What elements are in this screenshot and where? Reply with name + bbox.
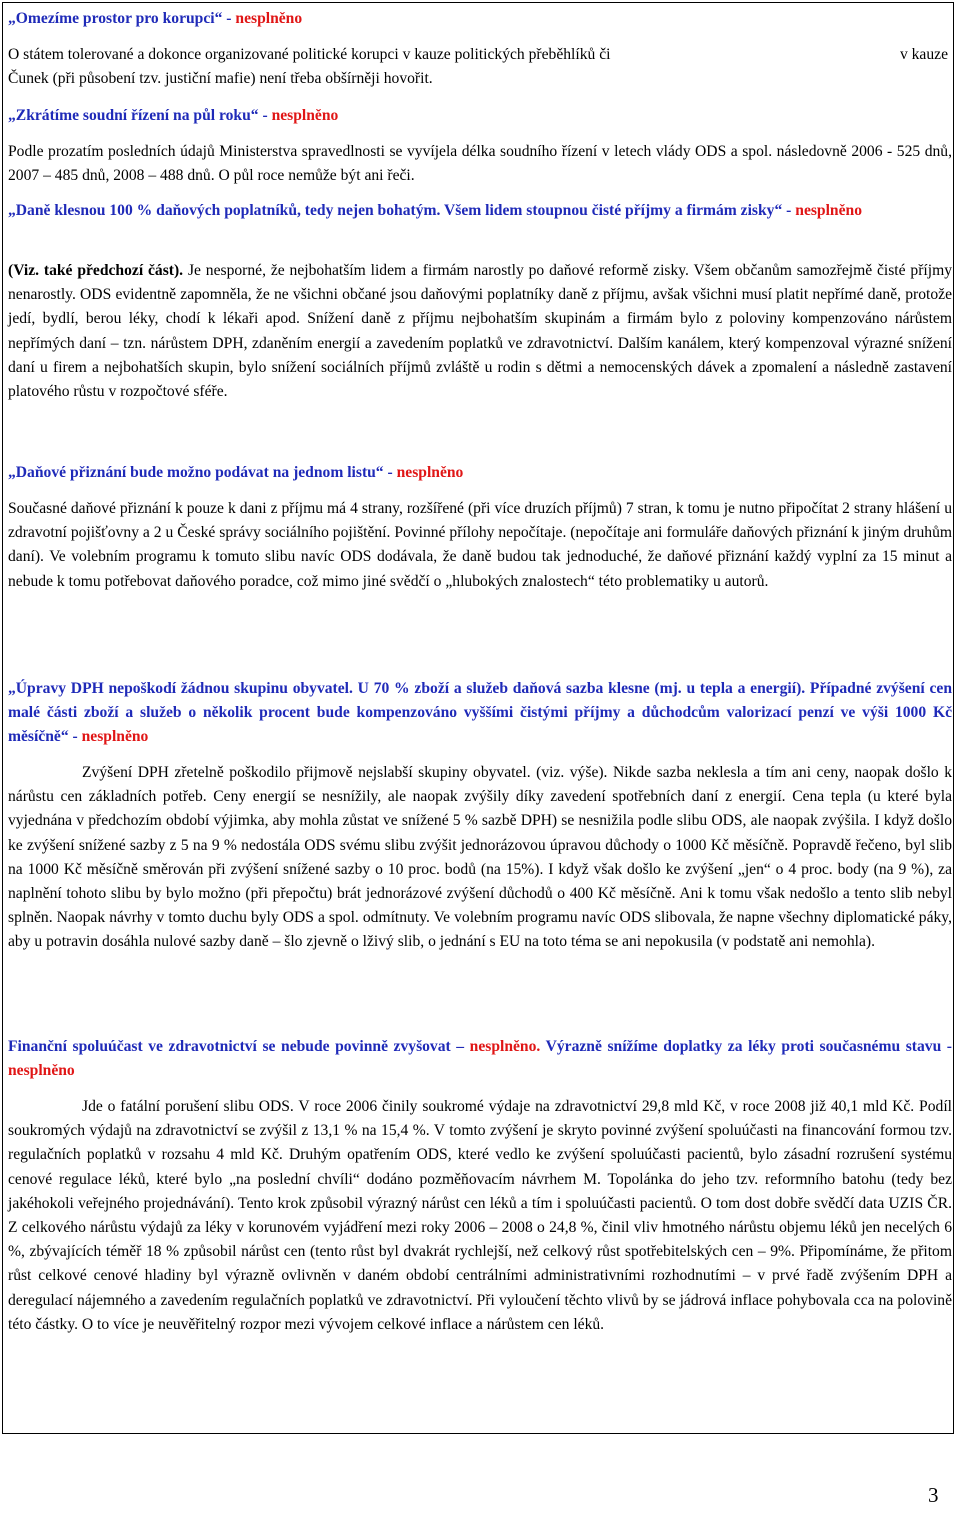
paragraph-corruption: O státem tolerované a dokonce organizované politické korupci v kauze politických přeběhlíků či v kauze Čunek (při působení tzv. justiční mafie) není třeba obšírněji hovořit. [8, 46, 948, 88]
paragraph-vat: Zvýšení DPH zřetelně poškodilo přijmově nejslabší skupiny obyvatel. (viz. výše). Nikde sazba neklesla a tím ani ceny, naopak došlo k nárůstu cen základních potřeb. Ceny energií se nesnížily, ale naopak zvýšily díky zavedení spotřebních daní z energií. Cena tepla (u které byla vyjednána v předchozím období výjimka, aby mohla zůstat ve snížené 5 % sazbě DPH) se nesnižila podle slibu ODS, ale naopak zvýšila. I když došlo ke zvýšení snížené sazby z 5 na 9 % nedostála ODS svému slibu zvýšit jednorázovou úpravou důchody o 1000 Kč měsíčně. Popravdě řečeno, byl slib na 1000 Kč měsíčně směrován při zvýšení snížené sazby o 10 proc. bodů (na 15%). I když však došlo ke zvýšení „jen“ o 4 proc. body (na 9 %), za naplnění tohoto slibu by bylo možno (při přepočtu) brát jednorázové zvýšení důchodů o 400 Kč měsíčně. Ani k tomu však nedošlo a tento slib nebyl splněn. Naopak návrhy v tomto duchu byly ODS a spol. odmítnuty. Ve volebním programu navíc ODS slibovala, že napne všechny diplomatické páky, aby u potravin dosáhla nulové sazby daně – šlo zjevně o lživý slib, o jednání s EU na toto téma se ani nepokusila (v podstatě ani nemohla). [8, 764, 952, 951]
heading-vat: „Úpravy DPH nepoškodí žádnou skupinu obyvatel. U 70 % zboží a služeb daňová sazba klesne (mj. u tepla a energií). Případné zvýšení cen malé části zboží a služeb o několik procent bude kompenzováno vyššími čistými příjmy a důchodcům valorizací penzí ve výši 1000 Kč měsíčně“ - nesplněno [8, 680, 952, 746]
heading-tax-return: „Daňové přiznání bude možno podávat na jednom listu“ - nesplněno [8, 464, 464, 481]
paragraph-court-proceedings: Podle prozatím posledních údajů Ministerstva spravedlnosti se vyvíjela délka soudního řízení v letech vlády ODS a spol. následovně 2006 - 525 dnů, 2007 – 485 dnů, 2008 – 488 dnů. O půl roce nemůže být ani řeči. [8, 143, 952, 185]
status-label: nesplněno [795, 202, 862, 219]
heading-health-copayment: Finanční spoluúčast ve zdravotnictví se nebude povinně zvyšovat – nesplněno. Výrazně snížíme doplatky za léky proti současnému stavu - nesplněno [8, 1038, 952, 1080]
status-label: nesplněno [8, 1062, 75, 1080]
page-number: 3 [928, 1483, 939, 1507]
paragraph-health-copayment: Jde o fatální porušení slibu ODS. V roce 2006 činily soukromé výdaje na zdravotnictví 29,8 mld Kč, v roce 2008 již 40,1 mld Kč. Podíl soukromých výdajů na zdravotnictví se zvýšil z 13,1 % na 15,4 %. V tomto zvýšení je skryto povinné zvýšení spoluúčasti na financování formou tzv. regulačních poplatků v rozsahu 4 mld Kč. Druhým opatřením ODS, které vedlo ke zvýšení spoluúčasti pacientů, bylo zásadní rozrušení systému cenové regulace léků, které bylo „na poslední chvíli“ dodáno pozměňovacím návrhem M. Topolánka do jeho tzv. reformního batohu (tedy bez jakéhokoli veřejného projednávání). Tento krok způsobil výrazný nárůst cen léků a tím i spoluúčasti pacientů. O tom dost dobře svědčí data UZIS ČR. Z celkového nárůstu výdajů za léky v korunovém vyjádření mezi roky 2006 – 2008 o 24,8 %, činil vliv hmotného nárůstu objemu léků jen necelých 6 %, zbývajících téměř 18 % způsobil nárůst cen (tento růst byl dvakrát rychlejší, než celkový růst spotřebitelských cen – 9%. Připomínáme, že přitom růst celkové cenové hladiny byl výrazně ovlivněn v daném období centrálními administrativními rozhodnutími – v prvé řadě zvýšením DPH a deregulací nájemného a zavedením regulačních poplatků ve zdravotnictví. Při vyloučení těchto vlivů by se jádrová inflace pohybovala cca na polovině této částky. O to více je neuvěřitelný rozpor mezi vývojem celkové inflace a nárůstem cen léků. [8, 1098, 952, 1333]
status-label: nesplněno. [469, 1038, 541, 1055]
status-label: nesplněno [271, 107, 339, 124]
status-label: nesplněno [396, 464, 464, 481]
status-label: nesplněno [235, 10, 303, 27]
status-label: nesplněno [81, 728, 149, 746]
paragraph-tax-return: Současné daňové přiznání k pouze k dani z příjmu má 4 strany, rozšířené (při více druzích příjmů) 7 stran, k tomu je nutno připočítat 2 strany hlášení u zdravotní pojišťovny a 2 u České správy sociálního pojištění. Povinné přílohy nepočítaje. (nepočítaje ani formuláře daňových přiznání k jiným druhům daní). Ve volebním programu k tomuto slibu navíc ODS dodávala, že daně budou tak jednoduché, že daňové přiznání každý vyplní za 15 minut a nebude k tomu potřebovat daňového poradce, což mimo jiné svědčí o „hlubokých znalostech“ této problematiky u autorů. [8, 500, 952, 590]
heading-corruption: „Omezíme prostor pro korupci“ - nesplněno [8, 10, 303, 27]
paragraph-taxes: (Viz. také předchozí část). Je nesporné, že nejbohatším lidem a firmám narostly po daňové reformě zisky. Všem občanům samozřejmě čisté příjmy nenarostly. ODS evidentně zapomněla, že ne všichni občané jsou daňovými poplatníky daně z příjmu, avšak všichni musí platit nepřímé daně, protože jedí, bydlí, berou léky, chodí k lékaři apod. Snížení daně z příjmu nejbohatším skupinám a firmám bylo z poloviny kompenzováno nárůstem nepřímých daní – tzn. nárůstem DPH, zdaněním energií a zavedením poplatků ve zdravotnictví. Dalším kanálem, který kompenzoval výrazné snížení daní u firem a nejbohatších skupin, bylo snížení sociálních příjmů zvláště u rodin s dětmi a nemocenských dávek a zpomalení a následně zastavení platového růstu v rozpočtové sféře. [8, 262, 952, 401]
heading-taxes: „Daně klesnou 100 % daňových poplatníků, tedy nejen bohatým. Všem lidem stoupnou čisté příjmy a firmám zisky“ - nesplněno [8, 202, 862, 219]
paragraph-lead: (Viz. také předchozí část). [8, 262, 184, 279]
heading-court-proceedings: „Zkrátíme soudní řízení na půl roku“ - nesplněno [8, 107, 339, 124]
